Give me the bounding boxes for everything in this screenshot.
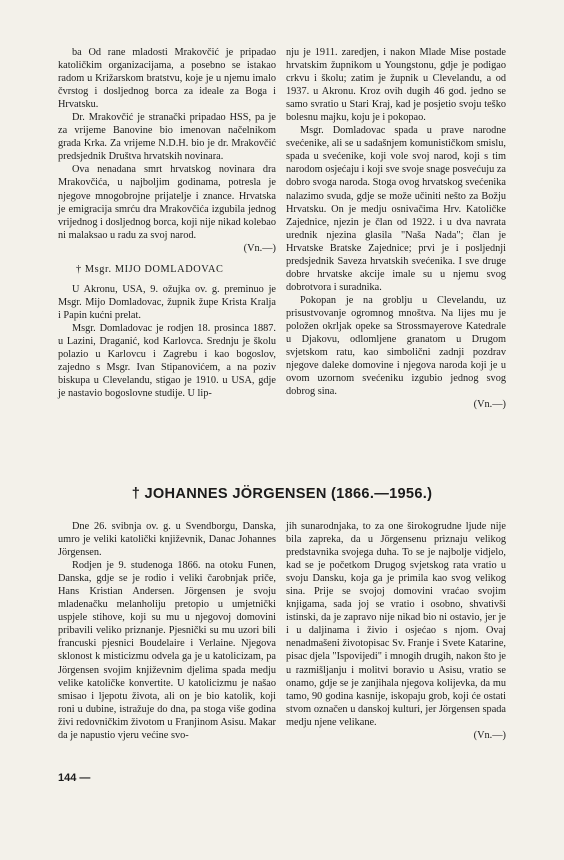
column-right-bottom	[286, 520, 506, 742]
page-number: 144 —	[58, 772, 91, 784]
paragraph: Pokopan je na groblju u Clevelandu, uz prisustvovanje ogromnog mnoštva. Na lijes mu je položen okrljak opeke sa Strossmayerove Katedrale u Djakovu, odlomljene granatom u Drugom svjetskom ratu, kao simbolični zadnji pozdrav njegove daleke domovine i njegova naroda koji je u ovom uzornom svećeniku izgubio jednog svog dobrog sina.	[286, 294, 506, 398]
paragraph: U Akronu, USA, 9. ožujka ov. g. preminuo je Msgr. Mijo Domladovac, župnik župe Krista Kralja i Papin kućni prelat.	[58, 283, 276, 321]
paragraph: Rodjen je 9. studenoga 1866. na otoku Funen, Danska, gdje se je rodio i veliki čarobnjak priče, Hans Kristian Andersen. Jörgensen je svoju mladenačku melanholiju pretopio u umjetnički uspjele stihove, koji su mu u njegovoj domovini pribavili veliko priznanje. Pjesnički su mu uzori bili francuski pjesnici Boudelaire i Verlaine. Njegova sklonost k misticizmu odvela ga je u katolicizam, pa Jörgensen svojim književnim djelima spada medju velike katoličke konvertite. U katolicizmu je našao smisao i ljepotu života, ali on je bio katolik, koji roni u dubine, istražuje do dna, pa stoga više godina živi redovničkim životom u Franjinom Asisu. Makar da je napustio vjeru većine svo-	[58, 560, 276, 741]
paragraph: Dne 26. svibnja ov. g. u Svendborgu, Danska, umro je veliki katolički književnik, Danac Johannes Jörgensen.	[58, 521, 276, 559]
paragraph: Dr. Mrakovčić je stranački pripadao HSS, pa je za vrijeme Banovine bio imenovan načelnikom grada Krka. Za vrijeme N.D.H. bio je dr. Mrakovčić predsjednik Društva hrvatskih novinara.	[58, 112, 276, 163]
signature: (Vn.—)	[473, 399, 506, 411]
paragraph: ba Od rane mladosti Mrakovčić je pripadao katoličkim organizacijama, a posebno se istakao radom u Križarskom bratstvu, koje je u njemu imalo čvrstog i dosljednog borca za ideale za Boga i Hrvatsku.	[58, 47, 276, 111]
article-headline: † JOHANNES JÖRGENSEN (1866.—1956.)	[131, 486, 433, 502]
column-left-top	[58, 46, 276, 400]
signature: (Vn.—)	[473, 729, 506, 741]
paragraph: Msgr. Domladovac spada u prave narodne svećenike, ali se u sadašnjem komunističkom smislu, spada u svećenike, koji vole svoj narod, koji s tim narodom osjećaju i koji sve svoje snage posvećuju za dobro svoga naroda. Stoga ovog hrvatskog svećenika nalazimo svuda, gdje se može učiniti nešto za Božju Hrvatsku. On je medju osnivačima Hrv. Katoličke Zajednice, njezin je član od 1922. i u dva navrata urednik njezina glasila "Naša Nada"; član je Hrvatske Bratske Zajednice; prvi je i posljednji predsjednik Saveza hrvatskih svećenika. I sve druge dobre hrvatske akcije imale su u njemu svog dobrotvora i suradnika.	[286, 125, 506, 293]
signature: (Vn.—)	[243, 242, 276, 254]
paragraph: nju je 1911. zaredjen, i nakon Mlade Mise postade hrvatskim župnikom u Youngstonu, gdje je podigao crkvu i školu; zatim je župnik u Clevelandu, a od 1937. u Akronu. Kroz ovih dugih 46 god. jedno se samo svratio u Stari Kraj, kad je posjetio svoju teško bolesnu majku, koju je i pokopao.	[286, 47, 506, 124]
column-left-bottom	[58, 520, 276, 742]
paragraph: Msgr. Domladovac je rodjen 18. prosinca 1887. u Lazini, Draganić, kod Karlovca. Srednju je školu polazio u Karlovcu i Zagrebu i kao bogoslov, zajedno s Msgr. Ivan Stipanovićem, a na poziv biskupa u Clevelandu, stigao je 1910. u USA, gdje je nastavio bogoslovne studije. U lip-	[58, 322, 276, 400]
obituary-heading: † Msgr. MIJO DOMLADOVAC	[76, 263, 224, 275]
column-right-top	[286, 46, 506, 411]
paragraph: jih sunarodnjaka, to za one širokogrudne ljude nije bila zapreka, da u Jörgensenu priznaju velikog predstavnika svojega duha. To se je najbolje vidjelo, kad se je početkom Drugog svjetskog rata vratio u svoju Dansku, koja ga je primila kao svog velikog sina. Prije se svojoj domovini vraćao svojim knjigama, sada joj se vratio i osobno, shvativši istinski, da je zapravo nije nikad bio ni ostavio, jer je i u daljinama i živio i osjećao s njom. Ovaj nenadmašeni životopisac Sv. Franje i Svete Katarine, pisac djela "Ispovijedi" i mnogih drugih, nakon što je u razmišljanju i molitvi boravio u Asisu, vratio se onamo, gdje se je zanjihala njegova kolijevka, da mu tamo, 90 godina kasnije, iskopaju grob, koji će ostati stvom označen u danskoj kulturi, jer Jörgensen spada medju njene velikane.	[286, 521, 506, 728]
paragraph: Ova nenadana smrt hrvatskog novinara dra Mrakovčića, u najboljim godinama, potresla je njegove mnogobrojne prijatelje i znance. Hrvatska je emigracija smrću dra Mrakovčića izgubila jednog vrijednog i dosljednog borca, koji nije nikad kolebao ni malaksao u radu za svoj narod.	[58, 164, 276, 241]
